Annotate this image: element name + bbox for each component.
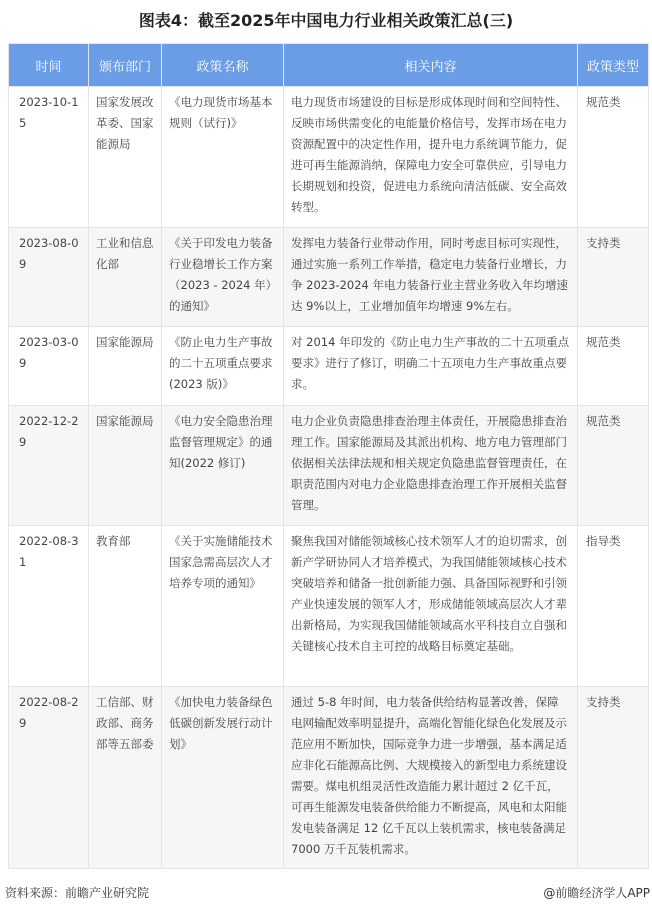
cell-date: 2022-12-29 [9,406,89,526]
cell-policy-type: 指导类 [578,526,649,687]
cell-content: 电力现货市场建设的目标是形成体现时间和空间特性、反映市场供需变化的电能量价格信号，发挥市场在电力资源配置中的决定性作用，提升电力系统调节能力，促进可再生能源消纳，保障电力安全可靠供应，引导电力长期规划和投资，促进电力系统向清洁低碳、安全高效转型。 [284,87,578,228]
cell-policy-name: 《关于实施储能技术国家急需高层次人才培养专项的通知》 [162,526,284,687]
table-row [9,228,649,327]
cell-date: 2023-10-15 [9,87,89,228]
cell-department: 国家发展改革委、国家能源局 [89,87,162,228]
header-department: 颁布部门 [89,44,162,87]
cell-department: 国家能源局 [89,327,162,406]
cell-content: 发挥电力装备行业带动作用，同时考虑目标可实现性，通过实施一系列工作举措，稳定电力装备行业增长，力争 2023-2024 年电力装备行业主营业务收入年均增速达 9%以上，工业增加值年均增速 9%左右。 [284,228,578,327]
table-row [9,526,649,687]
cell-policy-type: 支持类 [578,228,649,327]
cell-policy-name: 《加快电力装备绿色低碳创新发展行动计划》 [162,687,284,869]
cell-policy-type: 支持类 [578,687,649,869]
cell-policy-type: 规范类 [578,327,649,406]
cell-department: 教育部 [89,526,162,687]
cell-department: 工业和信息化部 [89,228,162,327]
cell-content: 聚焦我国对储能领域核心技术领军人才的迫切需求，创新产学研协同人才培养模式，为我国储能领域核心技术突破培养和储备一批创新能力强、具备国际视野和引领产业快速发展的领军人才，形成储能领域高层次人才辈出新格局，为实现我国储能领域高水平科技自立自强和关键核心技术自主可控的战略目标奠定基础。 [284,526,578,687]
cell-policy-name: 《关于印发电力装备行业稳增长工作方案（2023 - 2024 年）的通知》 [162,228,284,327]
table-row [9,327,649,406]
cell-content: 电力企业负责隐患排查治理主体责任，开展隐患排查治理工作。国家能源局及其派出机构、地方电力管理部门依据相关法律法规和相关规定负隐患监督管理责任，在职责范围内对电力企业隐患排查治理工作开展相关监督管理。 [284,406,578,526]
table-row [9,87,649,228]
table-row [9,687,649,869]
cell-date: 2023-03-09 [9,327,89,406]
header-policy-name: 政策名称 [162,44,284,87]
header-content: 相关内容 [284,44,578,87]
chart-title: 图表4：截至2025年中国电力行业相关政策汇总(三) [138,11,514,30]
cell-department: 工信部、财政部、商务部等五部委 [89,687,162,869]
source-note: 资料来源：前瞻产业研究院 [5,886,150,900]
cell-department: 国家能源局 [89,406,162,526]
cell-date: 2022-08-31 [9,526,89,687]
table-header-row [9,44,649,87]
cell-content: 通过 5-8 年时间，电力装备供给结构显著改善，保障电网输配效率明显提升，高端化智能化绿色化发展及示范应用不断加快，国际竞争力进一步增强，基本满足适应非化石能源高比例、大规模接入的新型电力系统建设需要。煤电机组灵活性改造能力累计超过 2 亿千瓦，可再生能源发电装备供给能力不断提高，风电和太阳能发电装备满足 12 亿千瓦以上装机需求，核电装备满足 7000 万千瓦装机需求。 [284,687,578,869]
cell-policy-type: 规范类 [578,87,649,228]
table-row [9,406,649,526]
cell-policy-type: 规范类 [578,406,649,526]
cell-policy-name: 《电力现货市场基本规则（试行)》 [162,87,284,228]
credit-note: @前瞻经济学人APP [543,886,650,900]
cell-content: 对 2014 年印发的《防止电力生产事故的二十五项重点要求》进行了修订，明确二十五项电力生产事故重点要求。 [284,327,578,406]
header-policy-type: 政策类型 [578,44,649,87]
header-date: 时间 [9,44,89,87]
cell-policy-name: 《防止电力生产事故的二十五项重点要求(2023 版)》 [162,327,284,406]
cell-date: 2023-08-09 [9,228,89,327]
policy-table [8,43,649,869]
cell-date: 2022-08-29 [9,687,89,869]
cell-policy-name: 《电力安全隐患治理监督管理规定》的通知(2022 修订) [162,406,284,526]
